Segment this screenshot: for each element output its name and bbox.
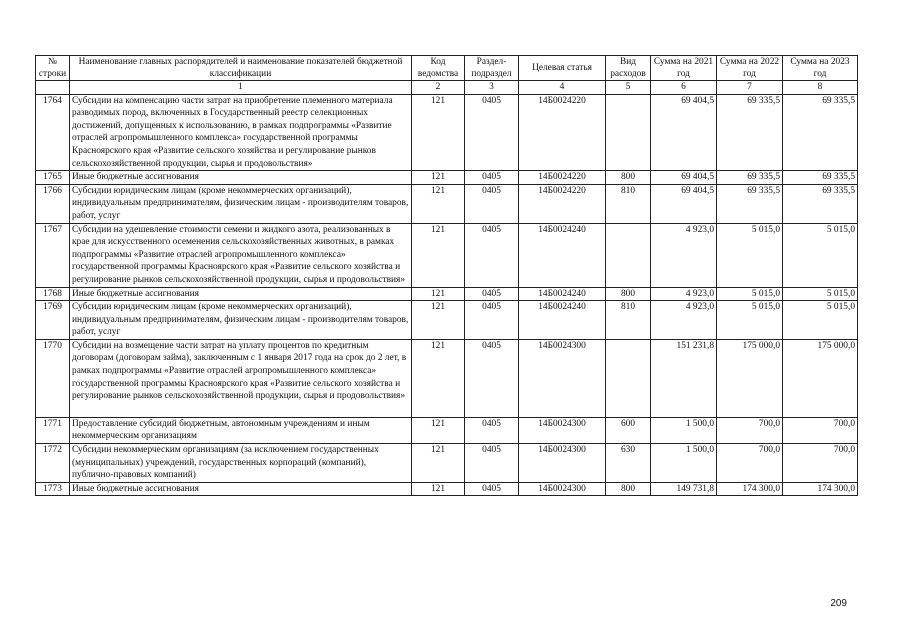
row-sum-2021: 4 923,0 (651, 223, 717, 287)
column-number: 8 (783, 81, 858, 95)
row-target: 14Б0024240 (519, 287, 606, 301)
row-sum-2023: 700,0 (783, 444, 858, 483)
row-sum-2021: 69 404,5 (651, 184, 717, 223)
page-number: 209 (830, 598, 847, 609)
row-number: 1764 (36, 94, 70, 171)
row-target: 14Б0024240 (519, 301, 606, 340)
row-dept: 121 (412, 94, 465, 171)
row-number: 1772 (36, 444, 70, 483)
column-number: 1 (70, 81, 412, 95)
row-section: 0405 (465, 223, 519, 287)
row-name: Субсидии юридическим лицам (кроме некоммерческих организаций), индивидуальным предпринимателям, физическим лицам - производителям товаров, работ, услуг (70, 184, 412, 223)
row-dept: 121 (412, 184, 465, 223)
row-name: Субсидии некоммерческим организациям (за исключением государственных (муниципальных) учреждений, государственных корпораций (компаний), публично-правовых компаний) (70, 444, 412, 483)
column-number: 4 (519, 81, 606, 95)
row-sum-2023: 5 015,0 (783, 301, 858, 340)
row-sum-2021: 4 923,0 (651, 287, 717, 301)
row-sum-2022: 174 300,0 (717, 482, 783, 496)
row-name: Иные бюджетные ассигнования (70, 287, 412, 301)
row-target: 14Б0024220 (519, 94, 606, 171)
row-sum-2022: 69 335,5 (717, 94, 783, 171)
header-2023: Сумма на 2023 год (783, 56, 858, 81)
table-row (36, 223, 858, 287)
row-number: 1770 (36, 339, 70, 417)
row-dept: 121 (412, 417, 465, 443)
header-row (36, 56, 858, 81)
header-2021: Сумма на 2021 год (651, 56, 717, 81)
row-sum-2021: 149 731,8 (651, 482, 717, 496)
row-name: Субсидии на возмещение части затрат на уплату процентов по кредитным договорам (договорам займа), заключенным с 1 января 2017 года на срок до 2 лет, в рамках подпрограммы «Развитие отраслей агропромышленного комплекса» государственной программы Красноярского края «Развитие сельского хозяйства и регулирование рынков сельскохозяйственной продукции, сырья и продовольствия» (70, 339, 412, 417)
row-section: 0405 (465, 301, 519, 340)
table-row (36, 444, 858, 483)
table-row (36, 287, 858, 301)
row-type: 600 (606, 417, 651, 443)
column-number: 6 (651, 81, 717, 95)
row-dept: 121 (412, 444, 465, 483)
row-type: 800 (606, 482, 651, 496)
row-sum-2021: 1 500,0 (651, 417, 717, 443)
row-sum-2022: 69 335,5 (717, 171, 783, 185)
row-name: Иные бюджетные ассигнования (70, 482, 412, 496)
row-section: 0405 (465, 184, 519, 223)
row-target: 14Б0024300 (519, 339, 606, 417)
row-number: 1771 (36, 417, 70, 443)
column-number: 7 (717, 81, 783, 95)
budget-table (35, 55, 858, 496)
row-sum-2021: 69 404,5 (651, 94, 717, 171)
table-row (36, 482, 858, 496)
row-sum-2022: 5 015,0 (717, 301, 783, 340)
table-row (36, 171, 858, 185)
row-section: 0405 (465, 171, 519, 185)
row-sum-2021: 1 500,0 (651, 444, 717, 483)
row-section: 0405 (465, 482, 519, 496)
row-sum-2023: 5 015,0 (783, 287, 858, 301)
row-type (606, 94, 651, 171)
row-number: 1769 (36, 301, 70, 340)
row-section: 0405 (465, 444, 519, 483)
row-number: 1768 (36, 287, 70, 301)
table-row (36, 417, 858, 443)
row-type: 800 (606, 287, 651, 301)
row-dept: 121 (412, 301, 465, 340)
row-number: 1773 (36, 482, 70, 496)
row-number: 1766 (36, 184, 70, 223)
row-dept: 121 (412, 287, 465, 301)
row-sum-2023: 175 000,0 (783, 339, 858, 417)
table-row (36, 301, 858, 340)
row-dept: 121 (412, 482, 465, 496)
row-name: Субсидии юридическим лицам (кроме некоммерческих организаций), индивидуальным предпринимателям, физическим лицам - производителям товаров, работ, услуг (70, 301, 412, 340)
row-type: 800 (606, 171, 651, 185)
row-sum-2022: 175 000,0 (717, 339, 783, 417)
row-target: 14Б0024300 (519, 444, 606, 483)
row-section: 0405 (465, 417, 519, 443)
row-sum-2022: 5 015,0 (717, 223, 783, 287)
row-type: 810 (606, 301, 651, 340)
row-sum-2021: 4 923,0 (651, 301, 717, 340)
table-row (36, 184, 858, 223)
column-number: 2 (412, 81, 465, 95)
row-sum-2021: 151 231,8 (651, 339, 717, 417)
row-target: 14Б0024220 (519, 171, 606, 185)
row-number: 1765 (36, 171, 70, 185)
column-number: 3 (465, 81, 519, 95)
row-dept: 121 (412, 223, 465, 287)
table-row (36, 94, 858, 171)
header-row-no: № строки (36, 56, 70, 81)
column-number: 5 (606, 81, 651, 95)
header-type: Вид расходов (606, 56, 651, 81)
header-dept: Код ведомства (412, 56, 465, 81)
table-row (36, 339, 858, 417)
row-target: 14Б0024240 (519, 223, 606, 287)
row-sum-2023: 69 335,5 (783, 184, 858, 223)
column-number-row (36, 81, 858, 95)
row-dept: 121 (412, 339, 465, 417)
row-name: Иные бюджетные ассигнования (70, 171, 412, 185)
row-sum-2022: 69 335,5 (717, 184, 783, 223)
row-sum-2023: 700,0 (783, 417, 858, 443)
row-name: Предоставление субсидий бюджетным, автономным учреждениям и иным некоммерческим организациям (70, 417, 412, 443)
row-type: 630 (606, 444, 651, 483)
row-sum-2023: 174 300,0 (783, 482, 858, 496)
row-target: 14Б0024300 (519, 417, 606, 443)
row-section: 0405 (465, 94, 519, 171)
row-section: 0405 (465, 287, 519, 301)
row-target: 14Б0024300 (519, 482, 606, 496)
row-sum-2023: 5 015,0 (783, 223, 858, 287)
row-sum-2021: 69 404,5 (651, 171, 717, 185)
row-section: 0405 (465, 339, 519, 417)
row-dept: 121 (412, 171, 465, 185)
row-sum-2022: 5 015,0 (717, 287, 783, 301)
header-target: Целевая статья (519, 56, 606, 81)
row-target: 14Б0024220 (519, 184, 606, 223)
row-name: Субсидии на удешевление стоимости семени и жидкого азота, реализованных в крае для искусственного осеменения сельскохозяйственных животных, в рамках подпрограммы «Развитие отраслей агропромышленного комплекса» государственной программы Красноярского края «Развитие сельского хозяйства и регулирование рынков сельскохозяйственной продукции, сырья и продовольствия» (70, 223, 412, 287)
row-sum-2022: 700,0 (717, 444, 783, 483)
row-sum-2023: 69 335,5 (783, 171, 858, 185)
row-type (606, 223, 651, 287)
column-number (36, 81, 70, 95)
row-type: 810 (606, 184, 651, 223)
row-sum-2022: 700,0 (717, 417, 783, 443)
row-sum-2023: 69 335,5 (783, 94, 858, 171)
header-2022: Сумма на 2022 год (717, 56, 783, 81)
row-number: 1767 (36, 223, 70, 287)
row-name: Субсидии на компенсацию части затрат на приобретение племенного материала разводимых пород, включенных в Государственный реестр селекционных достижений, допущенных к использованию, в рамках подпрограммы «Развитие отраслей агропромышленного комплекса» государственной программы Красноярского края «Развитие сельского хозяйства и регулирование рынков сельскохозяйственной продукции, сырья и продовольствия» (70, 94, 412, 171)
row-type (606, 339, 651, 417)
header-name: Наименование главных распорядителей и наименование показателей бюджетной классификации (70, 56, 412, 81)
header-section: Раздел-подраздел (465, 56, 519, 81)
